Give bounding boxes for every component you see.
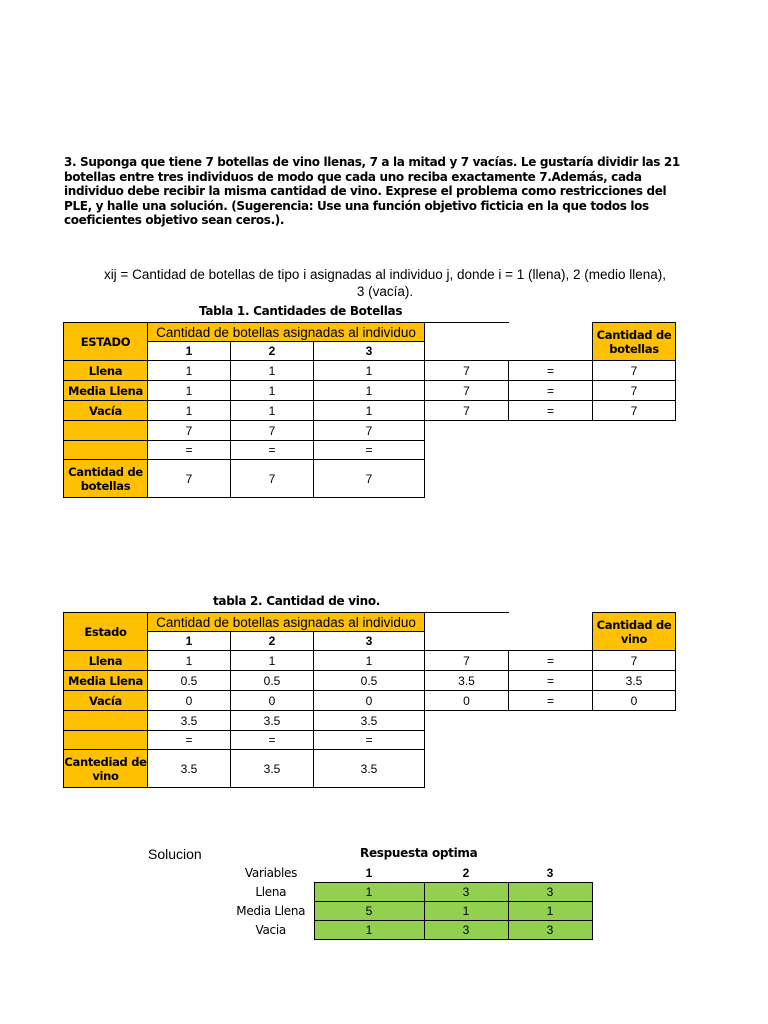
column-sum: 3.5 bbox=[231, 711, 314, 731]
table1-caption: Tabla 1. Cantidades de Botellas bbox=[199, 304, 403, 318]
row-rhs: 7 bbox=[593, 401, 676, 421]
column-rhs: 7 bbox=[314, 460, 425, 498]
table-row bbox=[64, 361, 676, 381]
problem-statement bbox=[64, 155, 684, 228]
row-label: Vacía bbox=[64, 401, 148, 421]
solution-cell: 5 bbox=[314, 902, 424, 921]
table1-group-header: Cantidad de botellas asignadas al individuo bbox=[148, 323, 425, 342]
table-cell: 1 bbox=[148, 381, 231, 401]
solution-col-1: 1 bbox=[365, 866, 373, 880]
table-row bbox=[228, 883, 592, 902]
table-row bbox=[64, 711, 676, 731]
row-label: Cantidad de botellas bbox=[64, 460, 148, 498]
row-sum: 7 bbox=[425, 361, 509, 381]
table-cell: 1 bbox=[231, 651, 314, 671]
table2 bbox=[63, 612, 676, 788]
table-row bbox=[228, 902, 592, 921]
row-label-empty bbox=[64, 731, 148, 750]
row-rhs: 0 bbox=[593, 691, 676, 711]
table-row bbox=[64, 401, 676, 421]
row-label-empty bbox=[64, 711, 148, 731]
column-operator: = bbox=[231, 731, 314, 750]
table1-col-3: 3 bbox=[314, 342, 425, 361]
table2-right-header: Cantidad de vino bbox=[593, 613, 676, 651]
table1-col-1: 1 bbox=[148, 342, 231, 361]
row-sum: 0 bbox=[425, 691, 509, 711]
row-operator: = bbox=[509, 401, 593, 421]
table-row bbox=[64, 731, 676, 750]
table-row bbox=[64, 381, 676, 401]
table-cell: 1 bbox=[314, 651, 425, 671]
row-label: Media Llena bbox=[64, 381, 148, 401]
row-sum: 7 bbox=[425, 401, 509, 421]
row-label-empty bbox=[64, 441, 148, 460]
table1 bbox=[63, 322, 676, 498]
column-operator: = bbox=[231, 441, 314, 460]
column-operator: = bbox=[148, 731, 231, 750]
problem-number: 3. bbox=[64, 155, 77, 169]
solution-cell: 3 bbox=[424, 921, 508, 940]
solution-cell: 1 bbox=[424, 902, 508, 921]
table-cell: 1 bbox=[148, 361, 231, 381]
table2-group-header: Cantidad de botellas asignadas al individuo bbox=[148, 613, 425, 632]
row-rhs: 3.5 bbox=[593, 671, 676, 691]
row-label: Vacía bbox=[64, 691, 148, 711]
row-label: Llena bbox=[64, 361, 148, 381]
table2-caption: tabla 2. Cantidad de vino. bbox=[213, 594, 381, 608]
row-operator: = bbox=[509, 381, 593, 401]
row-operator: = bbox=[509, 651, 593, 671]
solution-cell: 3 bbox=[508, 883, 592, 902]
row-rhs: 7 bbox=[593, 651, 676, 671]
table1-estado-header: ESTADO bbox=[64, 323, 148, 361]
table-cell: 1 bbox=[231, 401, 314, 421]
table-cell: 1 bbox=[148, 651, 231, 671]
table2-col-3: 3 bbox=[314, 632, 425, 651]
row-label: Media Llena bbox=[236, 904, 306, 918]
column-rhs: 7 bbox=[148, 460, 231, 498]
table1-col-2: 2 bbox=[231, 342, 314, 361]
row-rhs: 7 bbox=[593, 361, 676, 381]
row-label: Media Llena bbox=[64, 671, 148, 691]
table-row bbox=[64, 441, 676, 460]
column-operator: = bbox=[314, 441, 425, 460]
column-operator: = bbox=[148, 441, 231, 460]
table1-right-header: Cantidad de botellas bbox=[593, 323, 676, 361]
row-label: Cantediad de vino bbox=[64, 750, 148, 788]
table1-blank-area bbox=[425, 323, 593, 361]
solution-cell: 3 bbox=[424, 883, 508, 902]
column-sum: 3.5 bbox=[148, 711, 231, 731]
solution-label: Solucion bbox=[148, 846, 202, 862]
table-cell: 0.5 bbox=[314, 671, 425, 691]
table-cell: 1 bbox=[314, 401, 425, 421]
table-row bbox=[64, 691, 676, 711]
table-row bbox=[64, 460, 676, 498]
solution-table bbox=[228, 864, 593, 940]
table-cell: 0.5 bbox=[231, 671, 314, 691]
table-row bbox=[228, 921, 592, 940]
table-row bbox=[64, 671, 676, 691]
solution-cell: 1 bbox=[314, 883, 424, 902]
table-row bbox=[64, 750, 676, 788]
row-sum: 7 bbox=[425, 381, 509, 401]
row-sum: 7 bbox=[425, 651, 509, 671]
column-sum: 7 bbox=[148, 421, 231, 441]
row-label-empty bbox=[64, 421, 148, 441]
table-cell: 1 bbox=[231, 381, 314, 401]
solution-col-2: 2 bbox=[462, 866, 470, 880]
table-cell: 0 bbox=[231, 691, 314, 711]
column-operator: = bbox=[314, 731, 425, 750]
row-sum: 3.5 bbox=[425, 671, 509, 691]
table2-col-1: 1 bbox=[148, 632, 231, 651]
solution-cell: 1 bbox=[508, 902, 592, 921]
table2-estado-header: Estado bbox=[64, 613, 148, 651]
column-rhs: 3.5 bbox=[231, 750, 314, 788]
problem-text: Suponga que tiene 7 botellas de vino llenas, 7 a la mitad y 7 vacías. Le gustaría dividir las 21 botellas entre tres individuos de modo que cada uno reciba exactamente 7.Además, cada individuo debe recibir la misma cantidad de vino. Exprese el problema como restricciones del PLE, y halle una solución. (Sugerencia: Use una función objetivo ficticia en la que todos los coeficientes objetivo sean ceros.). bbox=[64, 155, 680, 227]
row-label: Llena bbox=[255, 885, 287, 899]
table-row bbox=[64, 651, 676, 671]
table-cell: 1 bbox=[314, 361, 425, 381]
table-cell: 1 bbox=[231, 361, 314, 381]
column-rhs: 3.5 bbox=[314, 750, 425, 788]
column-rhs: 7 bbox=[231, 460, 314, 498]
column-sum: 3.5 bbox=[314, 711, 425, 731]
solution-cell: 1 bbox=[314, 921, 424, 940]
variables-label: Variables bbox=[244, 866, 298, 881]
solution-col-3: 3 bbox=[546, 866, 554, 880]
table-cell: 1 bbox=[148, 401, 231, 421]
row-operator: = bbox=[509, 361, 593, 381]
row-operator: = bbox=[509, 671, 593, 691]
column-rhs: 3.5 bbox=[148, 750, 231, 788]
row-label: Vacia bbox=[255, 923, 286, 937]
table-cell: 0 bbox=[148, 691, 231, 711]
table-cell: 0 bbox=[314, 691, 425, 711]
row-operator: = bbox=[509, 691, 593, 711]
row-rhs: 7 bbox=[593, 381, 676, 401]
solution-cell: 3 bbox=[508, 921, 592, 940]
table-row bbox=[64, 421, 676, 441]
table-cell: 0.5 bbox=[148, 671, 231, 691]
variable-definition: xij = Cantidad de botellas de tipo i asignadas al individuo j, donde i = 1 (llena), 2 (medio llena), 3 (vacía). bbox=[103, 267, 667, 299]
table-cell: 1 bbox=[314, 381, 425, 401]
table2-blank-area bbox=[425, 613, 593, 651]
solution-title: Respuesta optima bbox=[360, 846, 478, 860]
column-sum: 7 bbox=[314, 421, 425, 441]
row-label: Llena bbox=[64, 651, 148, 671]
table2-col-2: 2 bbox=[231, 632, 314, 651]
column-sum: 7 bbox=[231, 421, 314, 441]
